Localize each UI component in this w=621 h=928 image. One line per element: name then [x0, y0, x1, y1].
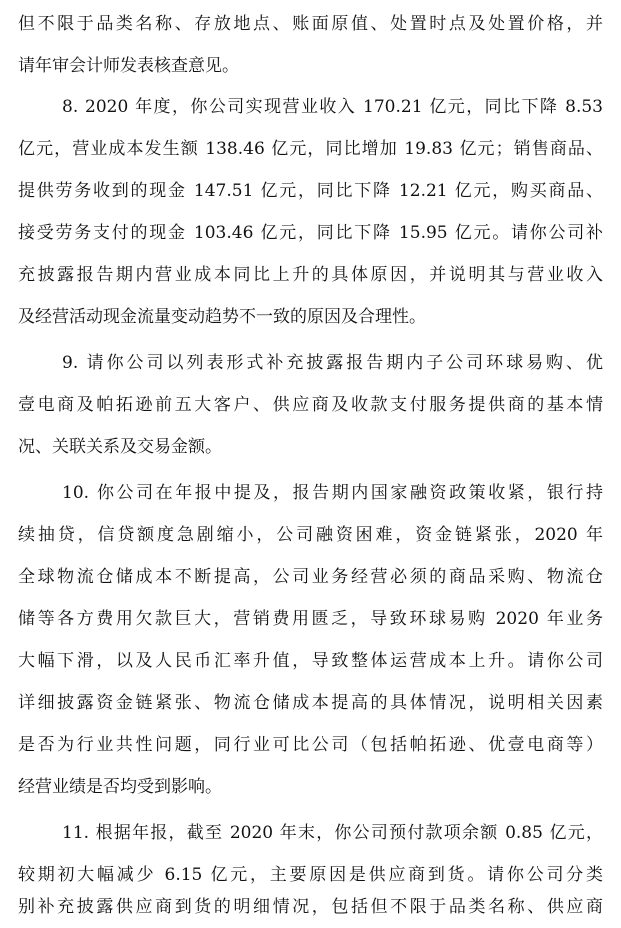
paragraph-10-line-5: 大幅下滑，以及人民币汇率升值，导致整体运营成本上升。请你公司	[18, 651, 603, 671]
paragraph-11-line-2: 较期初大幅减少 6.15 亿元，主要原因是供应商到货。请你公司分类	[18, 865, 603, 885]
paragraph-10-line-8: 经营业绩是否均受到影响。	[18, 777, 222, 797]
paragraph-10-line-3: 全球物流仓储成本不断提高，公司业务经营必须的商品采购、物流仓	[18, 567, 603, 587]
paragraph-10-line-2: 续抽贷，信贷额度急剧缩小，公司融资困难，资金链紧张，2020 年	[18, 525, 603, 545]
paragraph-8-line-5: 充披露报告期内营业成本同比上升的具体原因，并说明其与营业收入	[18, 265, 603, 285]
paragraph-10-line-4: 储等各方费用欠款巨大，营销费用匮乏，导致环球易购 2020 年业务	[18, 609, 603, 629]
paragraph-8-line-1: 8. 2020 年度，你公司实现营业收入 170.21 亿元，同比下降 8.53	[62, 97, 603, 117]
paragraph-10-line-7: 是否为行业共性问题，同行业可比公司（包括帕拓逊、优壹电商等）	[18, 735, 603, 755]
paragraph-10-line-6: 详细披露资金链紧张、物流仓储成本提高的具体情况，说明相关因素	[18, 693, 603, 713]
paragraph-11-line-1: 11. 根据年报，截至 2020 年末，你公司预付款项余额 0.85 亿元，	[62, 823, 603, 843]
paragraph-11-line-3: 别补充披露供应商到货的明细情况，包括但不限于品类名称、供应商	[18, 897, 603, 917]
paragraph-9-line-1: 9. 请你公司以列表形式补充披露报告期内子公司环球易购、优	[62, 353, 603, 373]
paragraph-8-line-3: 提供劳务收到的现金 147.51 亿元，同比下降 12.21 亿元，购买商品、	[18, 181, 603, 201]
paragraph-9-line-3: 况、关联关系及交易金额。	[18, 437, 222, 457]
paragraph-9-line-2: 壹电商及帕拓逊前五大客户、供应商及收款支付服务提供商的基本情	[18, 395, 603, 415]
paragraph-8-line-4: 接受劳务支付的现金 103.46 亿元，同比下降 15.95 亿元。请你公司补	[18, 223, 603, 243]
paragraph-8-line-6: 及经营活动现金流量变动趋势不一致的原因及合理性。	[18, 307, 426, 327]
paragraph-8-line-2: 亿元，营业成本发生额 138.46 亿元，同比增加 19.83 亿元；销售商品、	[18, 139, 603, 159]
paragraph-10-line-1: 10. 你公司在年报中提及，报告期内国家融资政策收紧，银行持	[62, 483, 603, 503]
paragraph-7-line-1: 但不限于品类名称、存放地点、账面原值、处置时点及处置价格，并	[18, 14, 603, 34]
paragraph-7-line-2: 请年审会计师发表核查意见。	[18, 56, 239, 76]
